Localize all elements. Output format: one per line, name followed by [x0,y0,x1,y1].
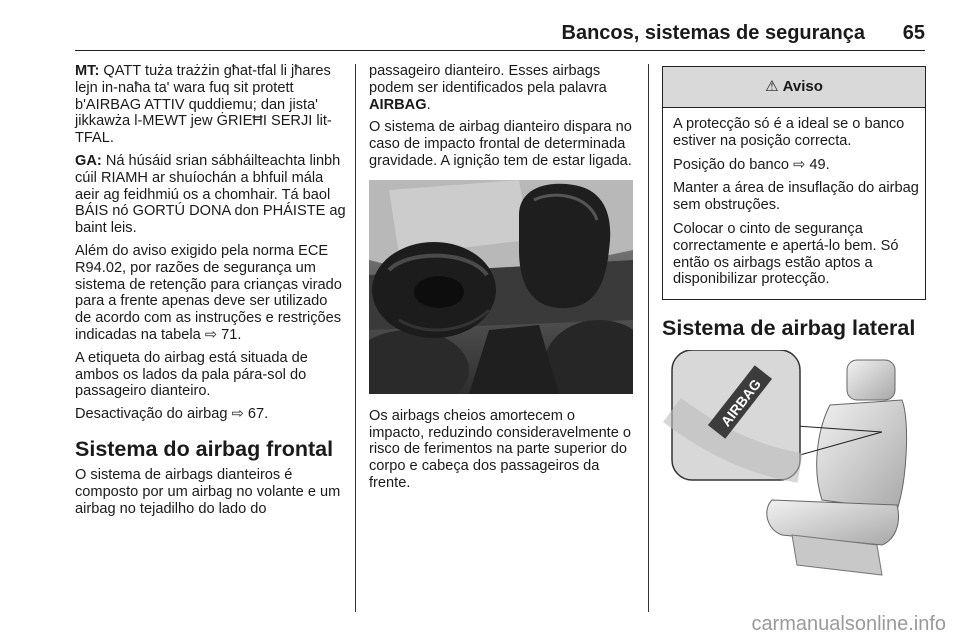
paragraph-label-location: A etiqueta do airbag está situada de ambos os lados da pala pára-sol do passageiro dianteiro. [75,349,308,400]
column-left [75,63,347,523]
warning-body [663,108,925,299]
warning-triangle-icon: ⚠ [765,77,779,95]
warning-text-3: Manter a área de insuflação do airbag sem obstruções. [673,180,919,214]
frontal-airbag-photo [369,180,633,394]
mt-label: MT: [75,63,100,79]
watermark: carmanualsonline.info [751,613,946,635]
ga-warning [75,153,347,237]
column-divider-2 [648,64,649,612]
warning-text-2: Posição do banco ⇨ 49. [673,156,830,173]
ga-text: Ná húsáid srian sábháilteachta linbh cúil RIAMH ar shuíochán a bhfuil mála aeir ag feidhmiú os a chomhair. Tá baol BÁIS nó GORTÚ DONA don PHÁISTE ag baint leis. [75,152,346,237]
page-ref-49[interactable]: ⇨ 49. [793,156,830,173]
paragraph-airbag-identification: passageiro dianteiro. Esses airbags podem ser identificados pela palavra AIRBAG. [369,63,607,113]
ga-label: GA: [75,152,102,169]
mt-text: QATT tuża trażżin għat-tfal li jħares lejn in-naħa ta' wara fuq sit protett b'AIRBAG ATTIV quddiemu; dan jista' jikkawża l-MEWT jew ĠRIEĦI SERJI lit-TFAL. [75,63,332,147]
mt-warning [75,63,347,147]
heading-side-airbag: Sistema de airbag lateral [662,316,916,341]
column-right [662,66,926,580]
column-middle [369,63,633,498]
page-number: 65 [902,22,925,44]
warning-text-1: A protecção só é a ideal se o banco estiver na posição correcta. [673,116,905,149]
photo-caption: Os airbags cheios amortecem o impacto, reduzindo consideravelmente o risco de ferimentos na parte superior do corpo e cabeça dos passageiros da frente. [369,407,632,491]
warning-box [662,66,926,300]
paragraph-deactivation: Desactivação do airbag ⇨ 67. [75,406,269,423]
airbag-word: AIRBAG [369,96,427,113]
page-header [75,0,925,51]
warning-header [663,67,925,108]
side-airbag-figure [662,350,926,580]
page-ref-71[interactable]: ⇨ 71. [204,326,242,343]
warning-title: Aviso [782,77,823,95]
heading-frontal-airbag: Sistema do airbag frontal [75,436,334,461]
paragraph-ece: Além do aviso exigido pela norma ECE R94.02, por razões de segurança um sistema de retenção para crianças virado para a frente apenas deve ser utilizado de acordo com as instruções e restrições indicadas na tabela ⇨ 71. [75,242,342,343]
column-divider-1 [355,64,356,612]
paragraph-trigger: O sistema de airbag dianteiro dispara no caso de impacto frontal de determinada gravidade. A ignição tem de estar ligada. [369,119,632,169]
airbag-tag-label: AIRBAG [717,376,765,430]
section-title: Bancos, sistemas de segurança [561,22,865,44]
warning-text-4: Colocar o cinto de segurança correctamente e apertá-lo bem. Só então os airbags estão aptos a disponibilizar protecção. [673,220,899,288]
page-ref-67[interactable]: ⇨ 67. [231,406,269,423]
paragraph-frontal-system: O sistema de airbags dianteiros é composto por um airbag no volante e um airbag no tejadilho do lado do [75,466,341,517]
